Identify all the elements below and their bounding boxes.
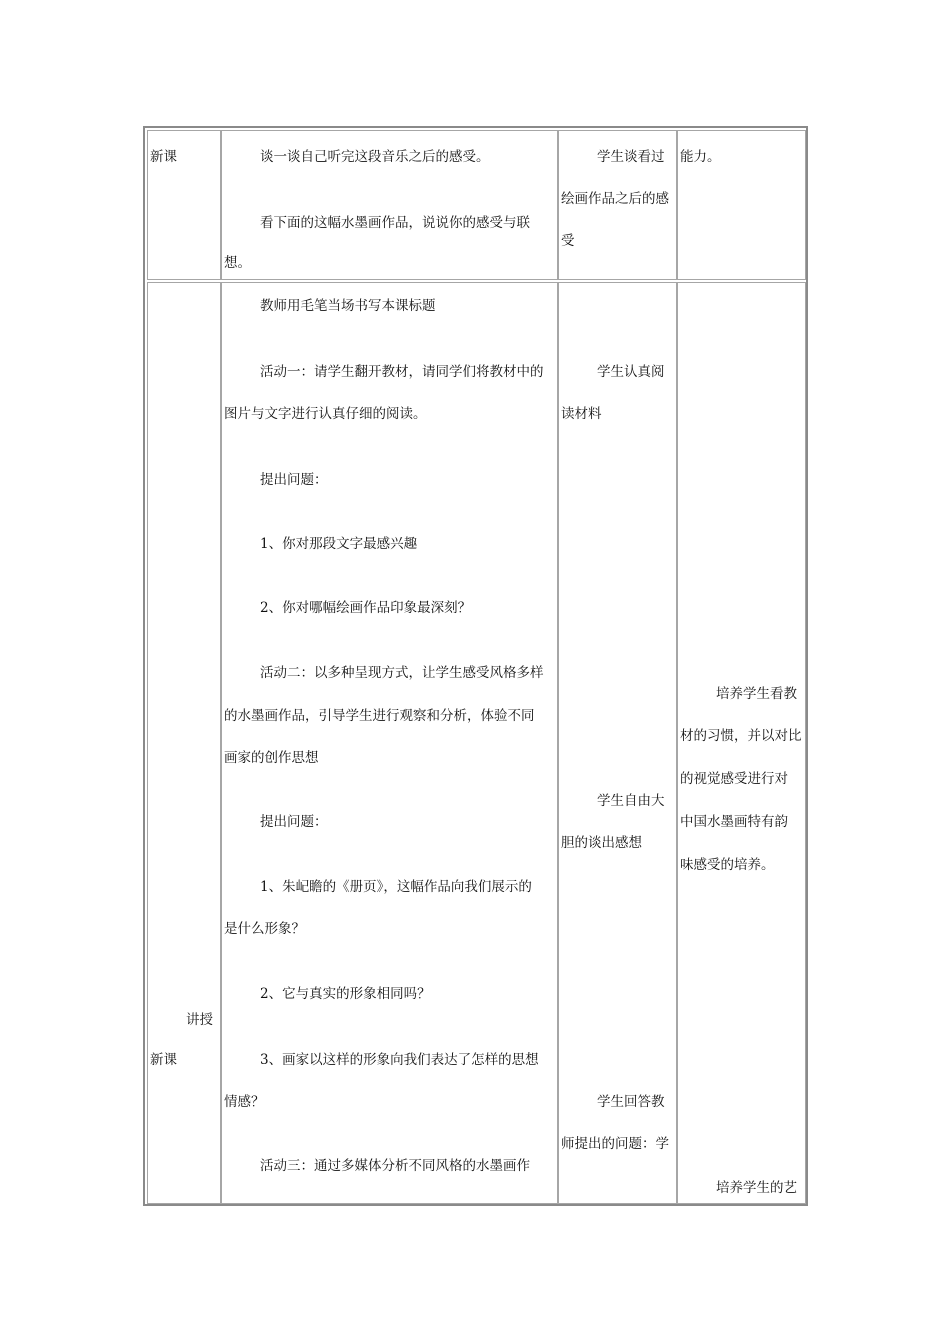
text-line: 培养学生的艺 — [716, 1180, 797, 1196]
row2-teacher-activity-cell — [221, 282, 558, 1204]
text-line: 情感？ — [224, 1094, 265, 1110]
row2-stage-cell — [147, 282, 221, 1204]
row2-student-activity-cell — [558, 282, 677, 1204]
stage-label: 讲授 — [186, 1012, 213, 1028]
text-line: 教师用毛笔当场书写本课标题 — [260, 298, 436, 314]
text-line: 是什么形象？ — [224, 921, 305, 937]
text-line: 1、你对那段文字最感兴趣 — [260, 536, 418, 552]
text-line: 中国水墨画特有韵 — [680, 814, 788, 830]
text-line: 学生认真阅 — [597, 364, 665, 380]
text-line: 师提出的问题：学 — [561, 1136, 669, 1152]
text-line: 1、朱屺瞻的《册页》，这幅作品向我们展示的 — [260, 879, 532, 895]
row2-purpose-cell — [677, 282, 806, 1204]
text-line: 提出问题： — [260, 814, 328, 830]
text-line: 活动一：请学生翻开教材，请同学们将教材中的 — [260, 364, 544, 380]
text-line: 的水墨画作品，引导学生进行观察和分析，体验不同 — [224, 708, 535, 724]
text-line: 受 — [561, 233, 575, 249]
text-line: 活动二：以多种呈现方式，让学生感受风格多样 — [260, 665, 544, 681]
lesson-plan-table — [143, 126, 808, 1206]
row1-teacher-activity-cell — [221, 130, 558, 280]
text-line: 学生谈看过 — [597, 149, 665, 165]
text-line: 图片与文字进行认真仔细的阅读。 — [224, 406, 427, 422]
text-line: 想。 — [224, 255, 251, 271]
text-line: 材的习惯，并以对比 — [680, 728, 802, 744]
text-line: 绘画作品之后的感 — [561, 191, 669, 207]
text-line: 2、它与真实的形象相同吗？ — [260, 986, 431, 1002]
row1-student-activity-cell — [558, 130, 677, 280]
text-line: 2、你对哪幅绘画作品印象最深刻？ — [260, 600, 472, 616]
text-line: 能力。 — [680, 149, 721, 165]
stage-label: 新课 — [150, 149, 177, 165]
text-line: 画家的创作思想 — [224, 750, 319, 766]
text-line: 谈一谈自己听完这段音乐之后的感受。 — [260, 149, 490, 165]
text-line: 的视觉感受进行对 — [680, 771, 788, 787]
text-line: 培养学生看教 — [716, 686, 797, 702]
text-line: 看下面的这幅水墨画作品，说说你的感受与联 — [260, 215, 530, 231]
text-line: 胆的谈出感想 — [561, 835, 642, 851]
text-line: 学生回答教 — [597, 1094, 665, 1110]
text-line: 提出问题： — [260, 472, 328, 488]
row1-stage-cell — [147, 130, 221, 280]
text-line: 活动三：通过多媒体分析不同风格的水墨画作 — [260, 1158, 530, 1174]
text-line: 读材料 — [561, 406, 602, 422]
text-line: 学生自由大 — [597, 793, 665, 809]
stage-label: 新课 — [150, 1052, 177, 1068]
text-line: 3、画家以这样的形象向我们表达了怎样的思想 — [260, 1052, 539, 1068]
row1-purpose-cell — [677, 130, 806, 280]
text-line: 味感受的培养。 — [680, 857, 775, 873]
